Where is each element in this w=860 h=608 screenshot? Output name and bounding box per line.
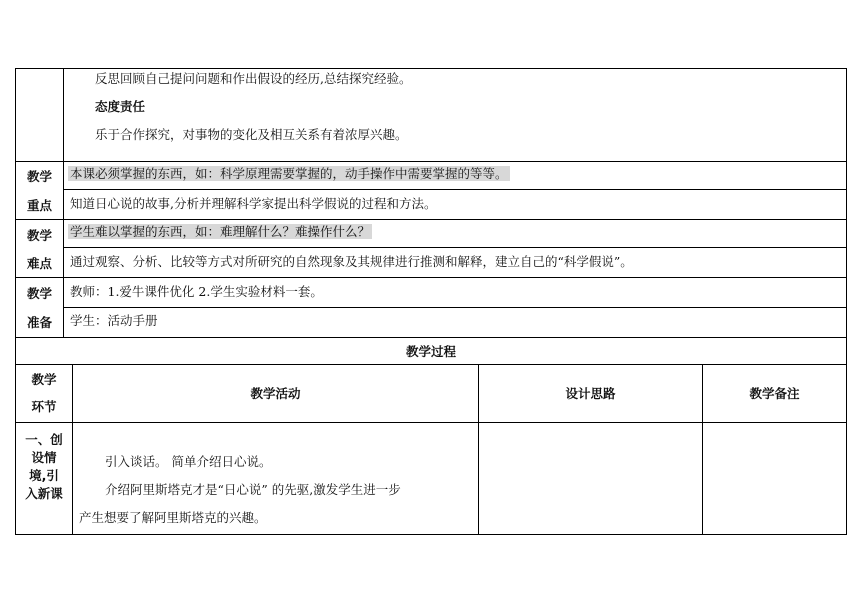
stage-header-top: 教学 [31,372,57,387]
table-right-border [846,68,847,535]
attitude-text: 乐于合作探究，对事物的变化及相互关系有着浓厚兴趣。 [95,127,408,142]
difficult-points-hint-text: 学生难以掌握的东西，如：难理解什么？难操作什么？ [70,224,371,239]
notes-header: 教学备注 [749,386,800,401]
table-bottom-border [15,534,847,535]
stage-line-2: 设情 [31,450,57,465]
row-divider-1 [15,161,847,162]
key-points-hint-text: 本课必须掌握的东西，如：科学原理需要掌握的，动手操作中需要掌握的等等。 [70,166,508,181]
row-divider-4 [15,337,847,338]
stage-header-bottom: 环节 [31,399,57,414]
activity-line-1: 引入谈话。 简单介绍日心说。 [105,454,272,469]
activity-line-2: 介绍阿里斯塔克才是“日心说” 的先驱,激发学生进一步 [105,482,401,497]
row-divider-5 [15,364,847,365]
row-divider-difficult [63,247,847,248]
label-column-divider [63,68,64,338]
row-divider-6 [15,422,847,423]
attitude-heading: 态度责任 [95,99,146,114]
preparation-student: 学生：活动手册 [70,313,158,328]
table-top-border [15,68,847,69]
row-divider-3 [15,277,847,278]
key-points-label-top: 教学 [26,169,52,184]
activity-header: 教学活动 [250,386,301,401]
row-divider-prep [63,307,847,308]
preparation-label-top: 教学 [26,286,52,301]
difficult-points-label-bottom: 难点 [26,256,52,271]
activity-line-3: 产生想要了解阿里斯塔克的兴趣。 [79,510,267,525]
difficult-points-label-top: 教学 [26,228,52,243]
key-points-content: 知道日心说的故事,分析并理解科学家提出科学假说的过程和方法。 [70,196,437,211]
key-points-hint [68,166,510,182]
stage-line-4: 入新课 [25,486,63,501]
row-divider-2 [15,219,847,220]
key-points-label-bottom: 重点 [26,198,52,213]
stage-line-3: 境,引 [29,468,59,483]
preparation-teacher: 教师：1.爱牛课件优化 2.学生实验材料一套。 [70,284,323,299]
preparation-label-bottom: 准备 [26,315,52,330]
design-header: 设计思路 [565,386,616,401]
difficult-points-hint [68,224,372,240]
reflection-text: 反思回顾自己提问问题和作出假设的经历,总结探究经验。 [95,71,412,86]
stage-line-1: 一、创 [25,432,63,447]
process-title: 教学过程 [405,344,456,359]
difficult-points-content: 通过观察、分析、比较等方式对所研究的自然现象及其规律进行推测和解释，建立自己的“科学假说”。 [70,254,633,269]
row-divider-keypoints [63,189,847,190]
